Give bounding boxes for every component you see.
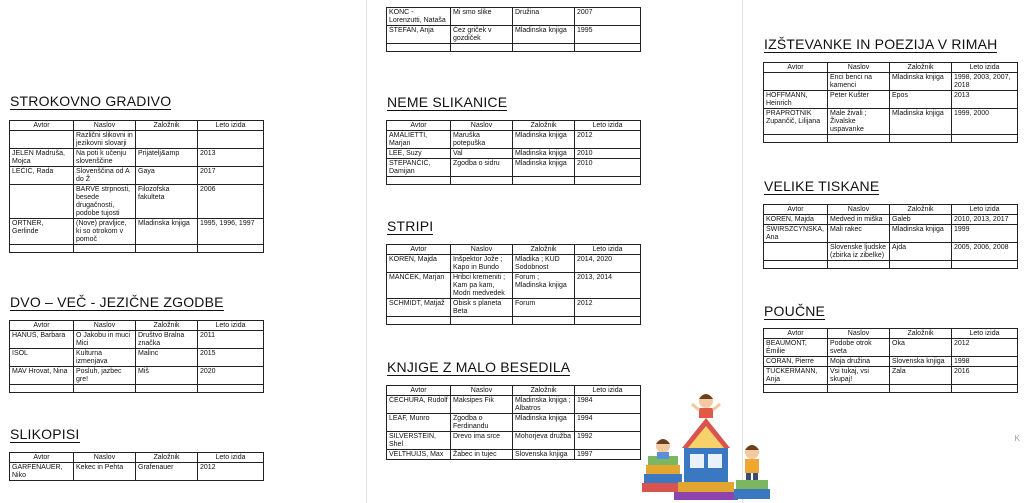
table-cell: 2013 — [198, 149, 264, 167]
table-row — [387, 159, 641, 177]
section-title-strokovno: STROKOVNO GRADIVO — [10, 93, 172, 109]
table-cell — [952, 135, 1018, 143]
table-row — [387, 149, 641, 159]
table-izstevanke — [763, 62, 1018, 143]
column-header: Avtor — [764, 205, 828, 215]
table-cell: Zala — [890, 367, 952, 385]
table-cell: Mladinska knjiga — [136, 219, 198, 245]
table-cell: Ajda — [890, 243, 952, 261]
table-cell — [451, 177, 513, 185]
table-cell: 2012 — [198, 463, 264, 481]
table-cell — [764, 135, 828, 143]
page-edge-letter: K — [1014, 434, 1020, 443]
table-cell: Forum — [513, 299, 575, 317]
table-cell — [952, 261, 1018, 269]
table-cell: Mali rakec — [828, 225, 890, 243]
table-row — [387, 432, 641, 450]
table-header-row — [10, 121, 264, 131]
table-cell — [136, 385, 198, 393]
table-cell: Slovenska knjiga — [513, 450, 575, 460]
table-cell: 1999 — [952, 225, 1018, 243]
section-title-slikopisi: SLIKOPISI — [10, 426, 80, 442]
table-cell: 1992 — [575, 432, 641, 450]
column-header: Leto izida — [952, 205, 1018, 215]
table-cell — [10, 385, 74, 393]
table-cell: Slovenske ljudske (zbirka iz zibelke) — [828, 243, 890, 261]
table-cell: SCHMIDT, Matjaž — [387, 299, 451, 317]
table-cell: SILVERSTEIN, Shel — [387, 432, 451, 450]
table-cell: Maruška potepuška — [451, 131, 513, 149]
table-cell: Kulturna izmenjava — [74, 349, 136, 367]
table-cell — [74, 385, 136, 393]
table-cell — [74, 245, 136, 253]
column-header: Avtor — [764, 329, 828, 339]
table-cell: Na poti k učenju slovenščine — [74, 149, 136, 167]
column-header: Avtor — [387, 386, 451, 396]
table-cell: Filozofska fakulteta — [136, 185, 198, 219]
table-cell: Forum ; Mladinska knjiga — [513, 273, 575, 299]
table-row — [764, 73, 1018, 91]
table-cell — [387, 177, 451, 185]
table-neme — [386, 120, 641, 185]
table-cell: Mladinska knjiga — [513, 131, 575, 149]
table-cell: Mladinska knjiga — [890, 225, 952, 243]
table-cell: Mladinska knjiga — [513, 149, 575, 159]
table-cell — [136, 131, 198, 149]
table-cell: Epos — [890, 91, 952, 109]
table-cell: Mladinska knjiga — [513, 159, 575, 177]
table-cell: BARVE strpnosti, besede drugačnosti, podobe tujosti — [74, 185, 136, 219]
table-cell: 1995, 1996, 1997 — [198, 219, 264, 245]
table-cell: Male živali ; Živalske uspavanke — [828, 109, 890, 135]
column-header: Leto izida — [198, 321, 264, 331]
column-header: Leto izida — [952, 329, 1018, 339]
table-slikopisi — [9, 452, 264, 481]
table-cell: 2020 — [198, 367, 264, 385]
table-cell: ORTNER, Gerlinde — [10, 219, 74, 245]
table-cell: 1984 — [575, 396, 641, 414]
section-title-tiskane: VELIKE TISKANE — [764, 178, 880, 194]
column-header: Založnik — [136, 453, 198, 463]
table-poucne — [763, 328, 1018, 393]
table-cell — [890, 385, 952, 393]
table-tiskane — [763, 204, 1018, 269]
table-row — [387, 177, 641, 185]
table-cell — [513, 317, 575, 325]
table-cell — [764, 243, 828, 261]
table-cell: 2012 — [575, 299, 641, 317]
table-row — [10, 331, 264, 349]
table-cell: STEPANČIČ, Damijan — [387, 159, 451, 177]
table-cell: 2016 — [952, 367, 1018, 385]
table-cell: Oka — [890, 339, 952, 357]
table-cell: 1998 — [952, 357, 1018, 367]
table-cell: Inšpektor Jože ; Kapo in Bundo — [451, 255, 513, 273]
table-cell: Podobe otrok sveta — [828, 339, 890, 357]
table-cell: 2007 — [575, 8, 641, 26]
table-row — [764, 225, 1018, 243]
table-row — [10, 131, 264, 149]
table-stripi — [386, 244, 641, 325]
table-cell — [198, 131, 264, 149]
table-cell: 2010, 2013, 2017 — [952, 215, 1018, 225]
column-header: Naslov — [74, 321, 136, 331]
table-cell: BEAUMONT, Émilie — [764, 339, 828, 357]
table-cell — [890, 135, 952, 143]
table-cell: Različni slikovni in jezikovni slovarji — [74, 131, 136, 149]
table-cell: LEAF, Munro — [387, 414, 451, 432]
table-cell: Grafenauer — [136, 463, 198, 481]
section-title-izstevanke: IZŠTEVANKE IN POEZIJA V RIMAH — [764, 36, 998, 52]
table-cell: HANUŠ, Barbara — [10, 331, 74, 349]
table-cell: Prijatelj&amp — [136, 149, 198, 167]
table-cell: Mi smo slike — [451, 8, 513, 26]
column-header: Leto izida — [198, 453, 264, 463]
column-header: Avtor — [764, 63, 828, 73]
table-cell — [10, 185, 74, 219]
table-cell: O Jakobu in muci Mici — [74, 331, 136, 349]
table-cell: Mladinska knjiga — [890, 109, 952, 135]
table-row — [10, 367, 264, 385]
column-header: Naslov — [74, 453, 136, 463]
table-cell: Slovenščina od A do Ž — [74, 167, 136, 185]
column-header: Založnik — [136, 321, 198, 331]
table-header-row — [764, 205, 1018, 215]
table-cell — [890, 261, 952, 269]
table-cell — [575, 317, 641, 325]
table-cell: ŠTEFAN, Anja — [387, 26, 451, 44]
table-cell — [575, 44, 641, 52]
table-cell: KOREN, Majda — [387, 255, 451, 273]
table-header-row — [10, 321, 264, 331]
column-header: Založnik — [513, 386, 575, 396]
section-title-malo: KNJIGE Z MALO BESEDILA — [387, 359, 571, 375]
table-cell — [387, 317, 451, 325]
column-header: Založnik — [136, 121, 198, 131]
table-cell: AMALIETTI, Marjan — [387, 131, 451, 149]
table-cell: 1995 — [575, 26, 641, 44]
table-dvo — [9, 320, 264, 393]
table-cell: 2012 — [575, 131, 641, 149]
column-header: Naslov — [451, 245, 513, 255]
table-row — [764, 339, 1018, 357]
column-header: Leto izida — [575, 245, 641, 255]
column-header: Naslov — [828, 329, 890, 339]
table-cell: 2017 — [198, 167, 264, 185]
section-title-neme: NEME SLIKANICE — [387, 94, 508, 110]
table-row — [764, 109, 1018, 135]
table-cell — [764, 261, 828, 269]
table-cell: JELEN Madruša, Mojca — [10, 149, 74, 167]
table-cell: VELTHUIJS, Max — [387, 450, 451, 460]
column-header: Avtor — [10, 121, 74, 131]
table-cell: Enci benci na kamenci — [828, 73, 890, 91]
table-row — [387, 26, 641, 44]
table-cell: Zgodba o Ferdinandu — [451, 414, 513, 432]
table-row — [10, 219, 264, 245]
table-cell: 2010 — [575, 159, 641, 177]
table-header-row — [764, 329, 1018, 339]
table-row — [764, 215, 1018, 225]
table-cell: MANČEK, Marjan — [387, 273, 451, 299]
column-header: Založnik — [513, 121, 575, 131]
table-cell: Žabec in tujec — [451, 450, 513, 460]
table-cell: 1998, 2003, 2007, 2018 — [952, 73, 1018, 91]
table-row — [764, 385, 1018, 393]
table-cell: LEČIĆ, Rada — [10, 167, 74, 185]
table-cell: Gaya — [136, 167, 198, 185]
children-reading-books-illustration — [638, 382, 774, 502]
table-cell: 2014, 2020 — [575, 255, 641, 273]
table-cell — [198, 385, 264, 393]
table-row — [10, 349, 264, 367]
table-cell: PRAPROTNIK Zupančič, Lilijana — [764, 109, 828, 135]
table-cell: GARFENAUER, Niko — [10, 463, 74, 481]
table-row — [387, 414, 641, 432]
table-cell: Moja družina — [828, 357, 890, 367]
table-cell: Miš — [136, 367, 198, 385]
table-cell — [513, 177, 575, 185]
table-cell: Mladinska knjiga — [513, 26, 575, 44]
table-row — [10, 149, 264, 167]
table-cell: Kekec in Pehta — [74, 463, 136, 481]
table-cell: LEE, Suzy — [387, 149, 451, 159]
table-cell — [451, 44, 513, 52]
table-cell — [575, 177, 641, 185]
table-row — [387, 255, 641, 273]
table-row — [387, 8, 641, 26]
column-header: Naslov — [451, 121, 513, 131]
table-strokovno — [9, 120, 264, 253]
table-cell: 2006 — [198, 185, 264, 219]
table-cell — [136, 245, 198, 253]
table-row — [764, 357, 1018, 367]
table-cell: Družina — [513, 8, 575, 26]
table-cell: (Nove) pravljice, ki so otrokom v pomoč — [74, 219, 136, 245]
column-header: Avtor — [10, 453, 74, 463]
table-row — [387, 450, 641, 460]
column-header: Naslov — [74, 121, 136, 131]
table-continued — [386, 7, 641, 52]
table-cell: Malinc — [136, 349, 198, 367]
table-cell: ISOL — [10, 349, 74, 367]
table-cell: KOREN, Majda — [764, 215, 828, 225]
table-cell: Medved in miška — [828, 215, 890, 225]
table-cell: Maksipes Fik — [451, 396, 513, 414]
table-cell: 2005, 2006, 2008 — [952, 243, 1018, 261]
column-header: Leto izida — [198, 121, 264, 131]
table-cell: 2013 — [952, 91, 1018, 109]
table-row — [764, 261, 1018, 269]
column-header: Založnik — [890, 329, 952, 339]
table-cell: 2010 — [575, 149, 641, 159]
table-row — [387, 44, 641, 52]
table-cell: 2011 — [198, 331, 264, 349]
table-cell: ČECHURA, Rudolf — [387, 396, 451, 414]
column-header: Založnik — [513, 245, 575, 255]
table-row — [764, 367, 1018, 385]
column-header: Založnik — [890, 63, 952, 73]
table-cell: Društvo Bralna značka — [136, 331, 198, 349]
table-cell: Slovenska knjiga — [890, 357, 952, 367]
table-cell: CORAN, Pierre — [764, 357, 828, 367]
table-cell: Mladinska knjiga — [890, 73, 952, 91]
table-header-row — [387, 386, 641, 396]
table-header-row — [10, 453, 264, 463]
table-cell: Drevo ima srce — [451, 432, 513, 450]
table-cell: Zgodba o sidru — [451, 159, 513, 177]
table-cell: Mladinska knjiga ; Albatros — [513, 396, 575, 414]
table-cell: Hribci kremeniti ; Kam pa kam, Modri medvedek — [451, 273, 513, 299]
table-row — [10, 385, 264, 393]
table-cell: Posluh, jazbec gre! — [74, 367, 136, 385]
table-cell: KONC - Lorenzutti, Nataša — [387, 8, 451, 26]
table-row — [10, 185, 264, 219]
column-header: Avtor — [387, 245, 451, 255]
table-cell: 2013, 2014 — [575, 273, 641, 299]
column-header: Naslov — [828, 205, 890, 215]
table-row — [764, 135, 1018, 143]
table-cell: Galeb — [890, 215, 952, 225]
column-header: Naslov — [451, 386, 513, 396]
table-header-row — [387, 245, 641, 255]
table-cell: 2015 — [198, 349, 264, 367]
table-cell: 1997 — [575, 450, 641, 460]
table-malo — [386, 385, 641, 460]
table-row — [387, 396, 641, 414]
table-cell: MAV Hrovat, Nina — [10, 367, 74, 385]
table-cell — [451, 317, 513, 325]
column-header: Avtor — [10, 321, 74, 331]
table-cell — [10, 131, 74, 149]
table-cell: Čez griček v gozdiček — [451, 26, 513, 44]
table-header-row — [764, 63, 1018, 73]
table-cell: Vsi tukaj, vsi skupaj! — [828, 367, 890, 385]
table-cell: ŠWIRSZCYNSKA, Ana — [764, 225, 828, 243]
table-cell — [198, 245, 264, 253]
table-cell: TUCKERMANN, Anja — [764, 367, 828, 385]
table-cell — [952, 385, 1018, 393]
column-header: Leto izida — [575, 121, 641, 131]
table-header-row — [387, 121, 641, 131]
table-cell — [764, 73, 828, 91]
table-cell — [828, 261, 890, 269]
table-row — [387, 317, 641, 325]
table-row — [387, 273, 641, 299]
table-cell — [10, 245, 74, 253]
column-header: Leto izida — [952, 63, 1018, 73]
table-cell: 2012 — [952, 339, 1018, 357]
table-cell: HOFFMANN, Heinrich — [764, 91, 828, 109]
table-row — [10, 245, 264, 253]
table-cell: Mladinska knjiga — [513, 414, 575, 432]
table-cell — [828, 385, 890, 393]
section-title-poucne: POUČNE — [764, 303, 826, 319]
table-cell: 1994 — [575, 414, 641, 432]
table-cell: Mohorjeva družba — [513, 432, 575, 450]
column-header: Založnik — [890, 205, 952, 215]
table-row — [764, 243, 1018, 261]
column-divider-left — [366, 0, 367, 503]
table-row — [387, 131, 641, 149]
section-title-stripi: STRIPI — [387, 218, 434, 234]
column-header: Avtor — [387, 121, 451, 131]
column-header: Naslov — [828, 63, 890, 73]
table-cell: Val — [451, 149, 513, 159]
section-title-dvo: DVO – VEČ - JEZIČNE ZGODBE — [10, 294, 224, 310]
table-row — [10, 167, 264, 185]
table-row — [387, 299, 641, 317]
table-cell: Obisk s planeta Beta — [451, 299, 513, 317]
table-cell: Peter Kušter — [828, 91, 890, 109]
table-cell: Mladika ; KUD Sodobnost — [513, 255, 575, 273]
column-header: Leto izida — [575, 386, 641, 396]
table-cell — [513, 44, 575, 52]
table-cell — [387, 44, 451, 52]
table-row — [10, 463, 264, 481]
table-cell: 1999, 2000 — [952, 109, 1018, 135]
table-cell — [828, 135, 890, 143]
table-row — [764, 91, 1018, 109]
